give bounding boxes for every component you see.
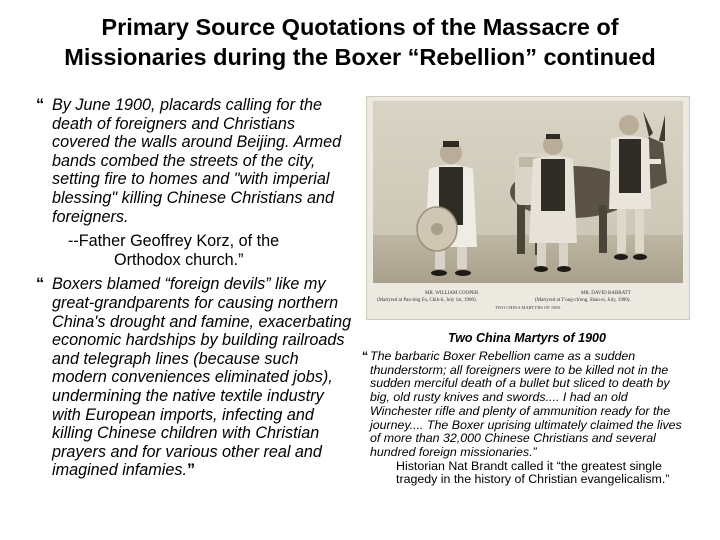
quote-brandt <box>362 350 692 487</box>
photo-label-right-name: MR. DAVID BARRATT <box>581 291 631 296</box>
slide-title <box>20 12 700 72</box>
quote-boxers-blamed <box>30 275 352 480</box>
quote-boxers-blamed-text: Boxers blamed “foreign devils” like my great-grandparents for causing northern China's drought and famine, exacerbating economic hardships by building railroads and telegraph lines (because such modern conveniences eliminated jobs), undermining the native textile industry with European imports, infecting and killing Chinese children with Christian prayers and for various other real and imagined infamies. <box>52 275 352 480</box>
title-line-2: Missionaries during the Boxer “Rebellion” continued <box>64 44 656 70</box>
photo-caption: Two China Martyrs of 1900 <box>448 331 606 345</box>
attribution-line-1: --Father Geoffrey Korz, of the <box>68 232 280 251</box>
quote-korz-text: By June 1900, placards calling for the death of foreigners and Christians covered the walls around Beijing. Armed bands combed the streets of the city, setting fire to homes and "with imperial blessing" killing Chinese Christians and foreigners. <box>52 96 342 226</box>
photo-label-left-detail: (Martyred at Pao-ting Fu, Chih-li, July 1st, 1900). <box>377 298 477 303</box>
close-quote-mark: ” <box>186 461 196 480</box>
photo-label-left-name: MR. WILLIAM COOPER <box>425 291 479 296</box>
open-quote-mark: “ <box>36 275 45 294</box>
quote-korz <box>30 96 352 226</box>
close-quote-mark: ” <box>238 250 244 269</box>
quote-brandt-text: The barbaric Boxer Rebellion came as a sudden thunderstorm; all foreigners were to be killed not in the sudden merciful death of a bullet but sliced to death by big, old rusty knives and swords.... I had an old Winchester rifle and plenty of ammunition ready for the journey.... The Boxer uprising ultimately claimed the lives of more than 32,000 Chinese Christians and several hundred foreign missionaries.” <box>370 349 682 459</box>
left-column <box>30 96 352 486</box>
title-line-1: Primary Source Quotations of the Massacre of <box>101 14 619 40</box>
photo-label-bottom: TWO CHINA MARTYRS OF 1900. <box>494 305 562 310</box>
photo-label-right-detail: (Martyred at T'ong-ch'eng, Shan-si, July, 1900). <box>535 298 631 303</box>
martyrs-photo-illustration <box>367 97 689 319</box>
quote-brandt-attribution: Historian Nat Brandt called it “the greatest single tragedy in the history of Christian evangelicalism.” <box>396 458 670 487</box>
open-quote-mark: “ <box>362 349 369 363</box>
historical-photo <box>366 96 690 320</box>
open-quote-mark: “ <box>36 96 45 114</box>
quote-korz-attribution <box>30 232 352 269</box>
attribution-line-2: Orthodox church. <box>114 250 239 269</box>
